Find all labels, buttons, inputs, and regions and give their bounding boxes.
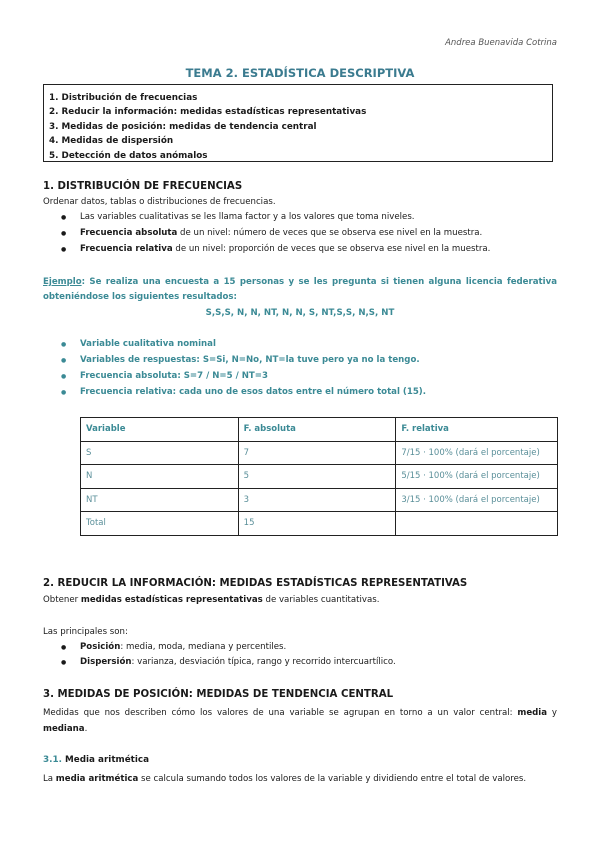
list-item-text: : media, moda, mediana y percentiles. bbox=[120, 642, 287, 652]
section-2-lead: Las principales son: bbox=[43, 627, 128, 637]
table-header-row bbox=[81, 418, 558, 442]
table-of-contents bbox=[43, 84, 553, 162]
toc-item: 3. Medidas de posición: medidas de tendencia central bbox=[49, 121, 317, 132]
subsection-number: 3.1. bbox=[43, 755, 62, 765]
text-bold: medidas estadísticas representativas bbox=[80, 595, 263, 605]
list-item bbox=[62, 212, 415, 222]
list-item bbox=[62, 228, 482, 238]
text: Obtener bbox=[43, 595, 81, 605]
example-data: S,S,S, N, N, NT, N, N, S, NT,S,S, N,S, NT bbox=[205, 308, 395, 318]
text: y bbox=[547, 708, 557, 718]
list-item bbox=[62, 355, 420, 365]
term-frecuencia-relativa: Frecuencia relativa bbox=[80, 244, 173, 254]
table-cell: S bbox=[81, 441, 239, 465]
text: La bbox=[43, 774, 56, 784]
table-row bbox=[81, 465, 558, 489]
table-row bbox=[81, 512, 558, 536]
section-2-heading: 2. REDUCIR LA INFORMACIÓN: MEDIDAS ESTADÍSTICAS REPRESENTATIVAS bbox=[43, 578, 468, 589]
section-1-heading: 1. DISTRIBUCIÓN DE FRECUENCIAS bbox=[43, 181, 243, 192]
list-item bbox=[62, 339, 216, 349]
list-item-text: Frecuencia relativa: cada uno de esos datos entre el número total (15). bbox=[80, 387, 427, 397]
list-item bbox=[62, 642, 286, 652]
term-posicion: Posición bbox=[80, 642, 121, 652]
section-3-heading: 3. MEDIDAS DE POSICIÓN: MEDIDAS DE TENDENCIA CENTRAL bbox=[43, 689, 394, 700]
table-header-cell: F. absoluta bbox=[238, 418, 396, 442]
subsection-title: Media aritmética bbox=[61, 755, 150, 765]
list-item-text: de un nivel: proporción de veces que se observa ese nivel en la muestra. bbox=[172, 244, 491, 254]
subsection-3-1-heading bbox=[43, 755, 149, 765]
example-text: : Se realiza una encuesta a 15 personas y se les pregunta si tienen alguna licencia federativa obteniéndose los siguientes resultados: bbox=[43, 277, 557, 302]
list-item-text: Las variables cualitativas se les llama factor y a los valores que toma niveles. bbox=[80, 212, 415, 222]
text-bold: media aritmética bbox=[55, 774, 139, 784]
list-item-text: Variables de respuestas: S=Si, N=No, NT=la tuve pero ya no la tengo. bbox=[80, 355, 420, 365]
example-paragraph bbox=[43, 275, 557, 305]
example-label: Ejemplo bbox=[43, 277, 82, 287]
table-cell bbox=[396, 512, 558, 536]
table-cell: 5/15 · 100% (dará el porcentaje) bbox=[396, 465, 558, 489]
text-bold: media bbox=[517, 708, 548, 718]
term-dispersion: Dispersión bbox=[80, 657, 132, 667]
section-3-1-paragraph bbox=[43, 771, 557, 787]
table-cell: NT bbox=[81, 488, 239, 512]
list-item-text: Frecuencia absoluta: S=7 / N=5 / NT=3 bbox=[80, 371, 268, 381]
text: . bbox=[84, 723, 88, 734]
table-cell: 3/15 · 100% (dará el porcentaje) bbox=[396, 488, 558, 512]
term-frecuencia-absoluta: Frecuencia absoluta bbox=[80, 228, 178, 238]
list-item-text: : varianza, desviación típica, rango y recorrido intercuartílico. bbox=[131, 657, 396, 667]
text: se calcula sumando todos los valores de la variable y dividiendo entre el total de valores. bbox=[138, 774, 527, 784]
toc-item: 5. Detección de datos anómalos bbox=[49, 150, 208, 161]
table-header-cell: F. relativa bbox=[396, 418, 558, 442]
table-header-cell: Variable bbox=[81, 418, 239, 442]
document-title: TEMA 2. ESTADÍSTICA DESCRIPTIVA bbox=[185, 66, 415, 80]
section-2-intro bbox=[43, 594, 379, 607]
author-name: Andrea Buenavida Cotrina bbox=[445, 38, 557, 48]
toc-item: 1. Distribución de frecuencias bbox=[49, 93, 198, 103]
table-cell: 3 bbox=[238, 488, 396, 512]
list-item bbox=[62, 371, 268, 381]
list-item bbox=[62, 657, 396, 667]
table-cell: N bbox=[81, 465, 239, 489]
text: de variables cuantitativas. bbox=[262, 595, 380, 605]
table-row bbox=[81, 488, 558, 512]
table-cell: 5 bbox=[238, 465, 396, 489]
table-cell: 7/15 · 100% (dará el porcentaje) bbox=[396, 441, 558, 465]
frequency-table bbox=[80, 417, 558, 536]
table-row bbox=[81, 441, 558, 465]
section-1-intro: Ordenar datos, tablas o distribuciones de frecuencias. bbox=[43, 197, 276, 207]
list-item bbox=[62, 244, 490, 254]
text-bold: mediana bbox=[43, 723, 85, 734]
toc-item: 2. Reducir la información: medidas estadísticas representativas bbox=[49, 107, 367, 118]
table-cell: Total bbox=[81, 512, 239, 536]
list-item bbox=[62, 387, 426, 397]
section-3-intro bbox=[43, 706, 557, 737]
toc-item: 4. Medidas de dispersión bbox=[49, 136, 174, 147]
table-cell: 15 bbox=[238, 512, 396, 536]
list-item-text: de un nivel: número de veces que se observa ese nivel en la muestra. bbox=[177, 228, 483, 238]
text: Medidas que nos describen cómo los valores de una variable se agrupan en torno a un valor central: bbox=[43, 708, 518, 718]
table-cell: 7 bbox=[238, 441, 396, 465]
list-item-text: Variable cualitativa nominal bbox=[80, 339, 216, 349]
